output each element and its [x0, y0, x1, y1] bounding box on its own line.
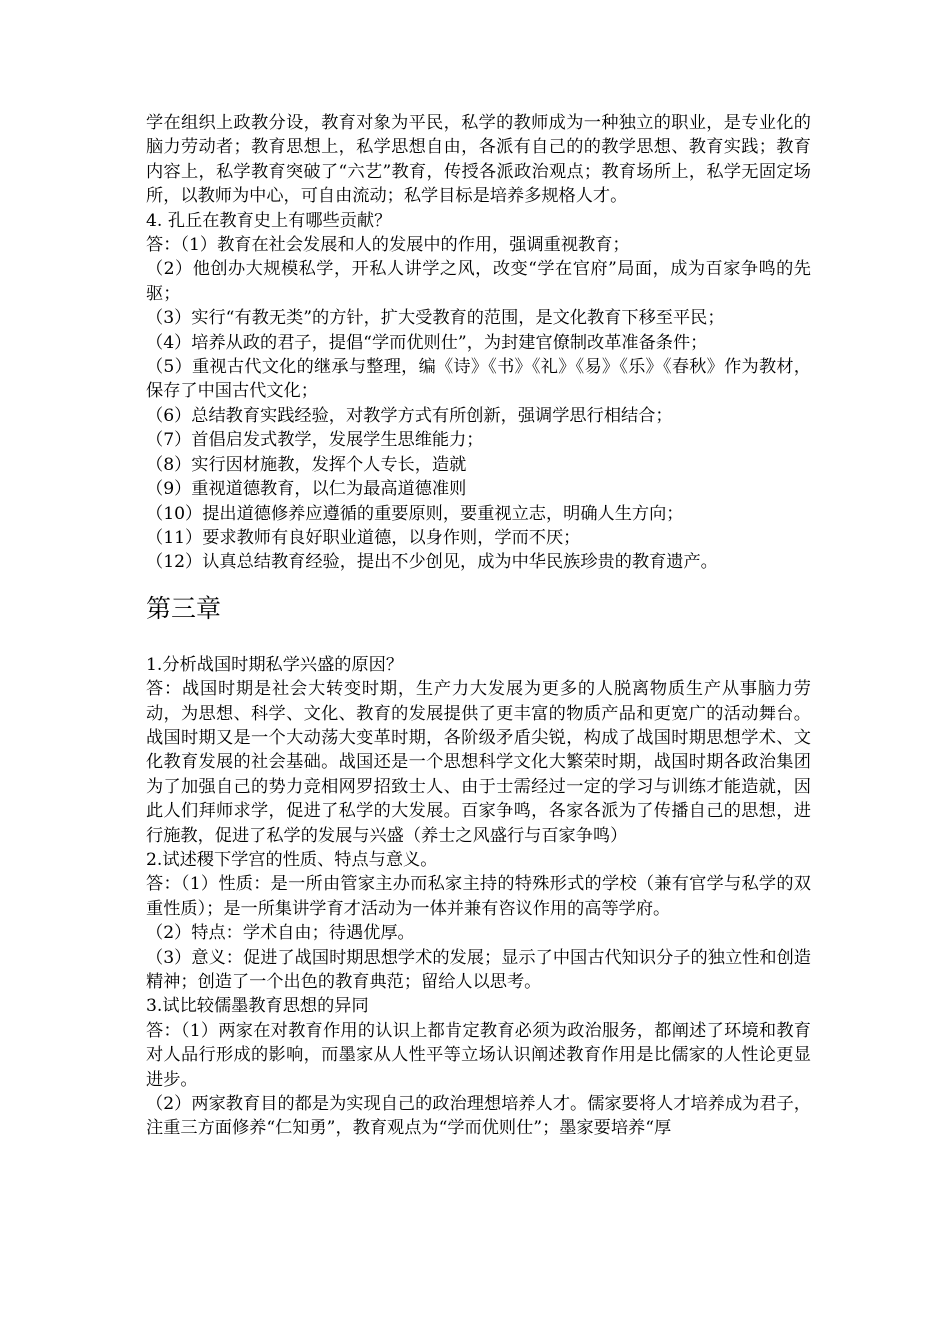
answer-2-features: （2）特点：学术自由；待遇优厚。 [146, 923, 415, 944]
paragraph-private-school-features: 学在组织上政教分设，教育对象为平民，私学的教师成为一种独立的职业，是专业化的脑力劳动者；教育思想上，私学思想自由，各派有自己的的教学思想、教育实践；教育内容上，私学教育突破了“六艺”教育，传授各派政治观点；教育场所上，私学无固定场所，以教师为中心，可自由流动；私学目标是培养多规格人才。 [146, 113, 811, 207]
question-2-jixia-academy: 2.试述稷下学宫的性质、特点与意义。 [146, 849, 438, 870]
answer-item-6: （6）总结教育实践经验，对教学方式有所创新，强调学思行相结合； [146, 405, 673, 426]
answer-3-item-1: 答：（1）两家在对教育作用的认识上都肯定教育必须为政治服务，都阐述了环境和教育对人品行形成的影响，而墨家从人性平等立场认识阐述教育作用是比儒家的人性论更显进步。 [146, 1020, 811, 1090]
answer-item-5: （5）重视古代文化的继承与整理，编《诗》《书》《礼》《易》《乐》《春秋》作为教材，保存了中国古代文化； [146, 357, 811, 402]
answer-item-12: （12）认真总结教育经验，提出不少创见，成为中华民族珍贵的教育遗产。 [146, 552, 718, 573]
answer-3-item-2: （2）两家教育目的都是为实现自己的政治理想培养人才。儒家要将人才培养成为君子，注重三方面修养“仁知勇”，教育观点为“学而优则仕”；墨家要培养“厚 [146, 1094, 811, 1139]
answer-item-4: （4）培养从政的君子，提倡“学而优则仕”，为封建官僚制改革准备条件； [146, 332, 708, 353]
answer-item-10: （10）提出道德修养应遵循的重要原则，要重视立志，明确人生方向； [146, 503, 684, 524]
answer-2-significance: （3）意义：促进了战国时期思想学术的发展；显示了中国古代知识分子的独立性和创造精神；创造了一个出色的教育典范；留给人以思考。 [146, 947, 811, 992]
document-page [146, 111, 811, 1141]
answer-item-7: （7）首倡启发式教学，发展学生思维能力； [146, 430, 484, 451]
question-3-confucian-mohist-compare: 3.试比较儒墨教育思想的异同 [146, 996, 369, 1017]
question-1-private-school-rise: 1.分析战国时期私学兴盛的原因？ [146, 654, 404, 675]
answer-item-1: 答：（1）教育在社会发展和人的发展中的作用，强调重视教育； [146, 235, 630, 256]
answer-item-2: （2）他创办大规模私学，开私人讲学之风，改变“学在官府”局面，成为百家争鸣的先驱； [146, 259, 811, 304]
chapter-heading: 第三章 [146, 593, 222, 623]
answer-1-paragraph: 答：战国时期是社会大转变时期，生产力大发展为更多的人脱离物质生产从事脑力劳动，为思想、科学、文化、教育的发展提供了更丰富的物质产品和更宽广的活动舞台。战国时期又是一个大动荡大变革时期，各阶级矛盾尖锐，构成了战国时期思想学术、文化教育发展的社会基础。战国还是一个思想科学文化大繁荣时期，战国时期各政治集团为了加强自己的势力竞相网罗招致士人、由于士需经过一定的学习与训练才能造就，因此人们拜师求学，促进了私学的大发展。百家争鸣，各家各派为了传播自己的思想，进行施教，促进了私学的发展与兴盛（养士之风盛行与百家争鸣） [146, 679, 811, 846]
answer-item-8: （8）实行因材施教，发挥个人专长，造就 [146, 454, 467, 475]
question-4-confucius-contributions: 4. 孔丘在教育史上有哪些贡献？ [146, 210, 392, 231]
answer-2-nature: 答：（1）性质：是一所由管家主办而私家主持的特殊形式的学校（兼有官学与私学的双重性质）；是一所集讲学育才活动为一体并兼有咨议作用的高等学府。 [146, 874, 811, 919]
answer-item-9: （9）重视道德教育，以仁为最高道德准则 [146, 479, 467, 500]
answer-item-3: （3）实行“有教无类”的方针，扩大受教育的范围，是文化教育下移至平民； [146, 308, 725, 329]
answer-item-11: （11）要求教师有良好职业道德，以身作则，学而不厌； [146, 527, 581, 548]
